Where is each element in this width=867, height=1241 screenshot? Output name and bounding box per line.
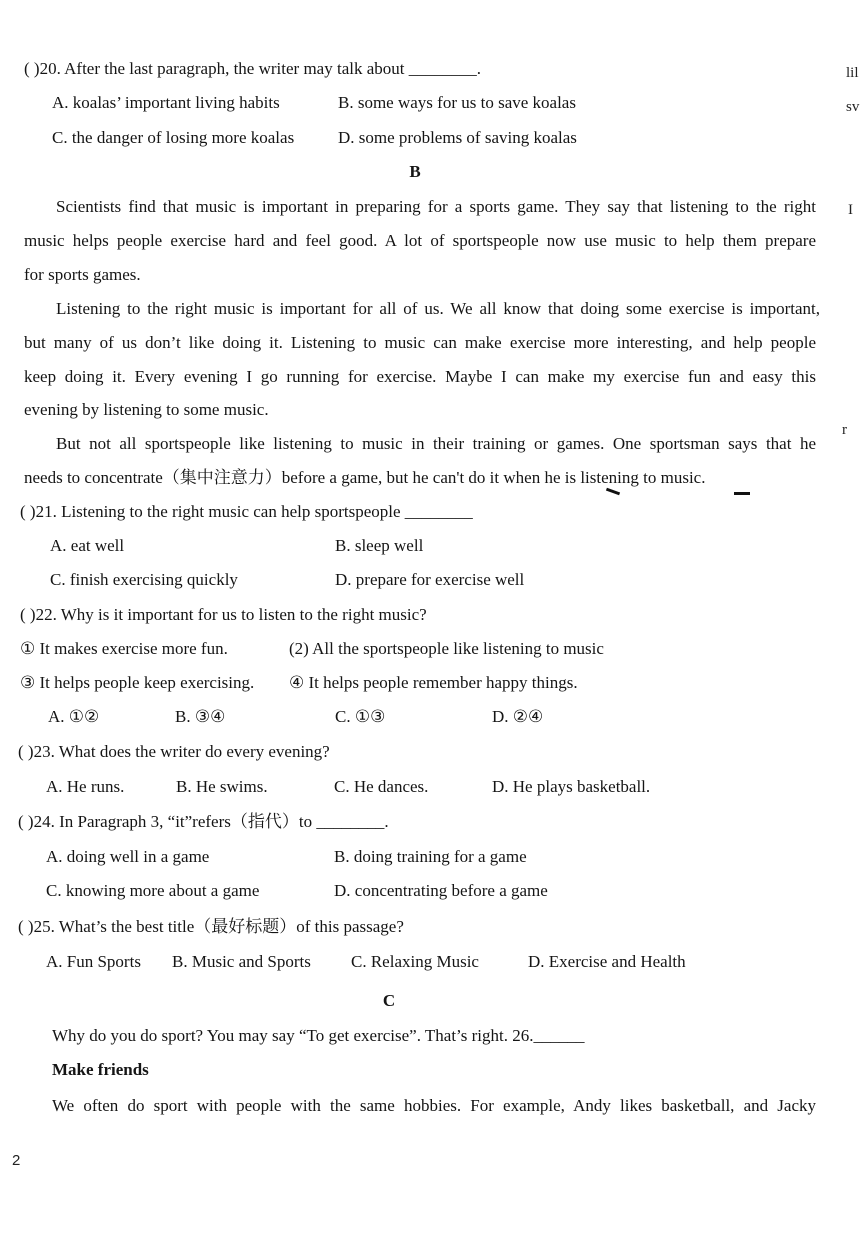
passage-b-line: Scientists find that music is important in preparing for a sports game. They say that listening to the right [56, 197, 816, 216]
q22-statement-1: ① It makes exercise more fun. [20, 639, 228, 658]
q21-stem: ( )21. Listening to the right music can help sportspeople ________ [20, 502, 473, 521]
q25-stem: ( )25. What’s the best title（最好标题）of this passage? [18, 917, 404, 936]
q25-option-c: C. Relaxing Music [351, 952, 479, 971]
q21-option-d: D. prepare for exercise well [335, 570, 525, 589]
page-number: 2 [12, 1152, 21, 1169]
q25-option-a: A. Fun Sports [46, 952, 141, 971]
section-c-heading: C [382, 991, 396, 1010]
section-b-heading: B [409, 162, 421, 181]
q22-stem: ( )22. Why is it important for us to listen to the right music? [20, 605, 427, 624]
q21-option-c: C. finish exercising quickly [50, 570, 238, 589]
q21-option-a: A. eat well [50, 536, 125, 555]
passage-b-line: Listening to the right music is important for all of us. We all know that doing some exercise is important, [56, 299, 820, 318]
edge-text: lil [846, 65, 859, 81]
edge-text: I [848, 202, 853, 218]
edge-text: sv [846, 99, 860, 115]
q21-option-b: B. sleep well [335, 536, 424, 555]
passage-b-line: but many of us don’t like doing it. Listening to music can make exercise more interesting, and help people [24, 333, 816, 352]
q24-option-a: A. doing well in a game [46, 847, 210, 866]
q23-option-c: C. He dances. [334, 777, 429, 796]
q22-option-a: A. ①② [48, 707, 100, 726]
q20-stem: ( )20. After the last paragraph, the writer may talk about ________. [24, 59, 481, 78]
edge-text: r [842, 422, 847, 438]
q22-option-d: D. ②④ [492, 707, 544, 726]
q22-statement-3: ③ It helps people keep exercising. [20, 673, 255, 692]
passage-c-intro: Why do you do sport? You may say “To get exercise”. That’s right. 26.______ [52, 1026, 585, 1045]
q22-option-b: B. ③④ [175, 707, 226, 726]
scan-smudge [734, 492, 750, 495]
q20-option-d: D. some problems of saving koalas [338, 128, 577, 147]
q23-option-d: D. He plays basketball. [492, 777, 651, 796]
passage-b-line: keep doing it. Every evening I go running for exercise. Maybe I can make my exercise fun and easy this [24, 367, 816, 386]
passage-b-line: evening by listening to some music. [24, 400, 269, 419]
q22-statement-2: (2) All the sportspeople like listening to music [289, 639, 604, 658]
q24-option-d: D. concentrating before a game [334, 881, 548, 900]
q24-stem: ( )24. In Paragraph 3, “it”refers（指代）to ________. [18, 812, 389, 831]
q23-option-a: A. He runs. [46, 777, 125, 796]
q25-option-b: B. Music and Sports [172, 952, 311, 971]
passage-b-line: for sports games. [24, 265, 141, 284]
passage-b-line: needs to concentrate（集中注意力）before a game, but he can't do it when he is listening to music. [24, 468, 706, 487]
passage-c-line: We often do sport with people with the same hobbies. For example, Andy likes basketball, and Jacky [52, 1096, 816, 1115]
q20-option-c: C. the danger of losing more koalas [52, 128, 295, 147]
q24-option-b: B. doing training for a game [334, 847, 527, 866]
passage-b-line: music helps people exercise hard and feel good. A lot of sportspeople now use music to help them prepare [24, 231, 816, 250]
q23-stem: ( )23. What does the writer do every evening? [18, 742, 330, 761]
q22-option-c: C. ①③ [335, 707, 386, 726]
passage-b-line: But not all sportspeople like listening to music in their training or games. One sportsman says that he [56, 434, 816, 453]
q23-option-b: B. He swims. [176, 777, 268, 796]
q20-option-a: A. koalas’ important living habits [52, 93, 280, 112]
q24-option-c: C. knowing more about a game [46, 881, 260, 900]
q25-option-d: D. Exercise and Health [528, 952, 686, 971]
q22-statement-4: ④ It helps people remember happy things. [289, 673, 578, 692]
q20-option-b: B. some ways for us to save koalas [338, 93, 576, 112]
passage-c-subheading: Make friends [52, 1060, 149, 1079]
